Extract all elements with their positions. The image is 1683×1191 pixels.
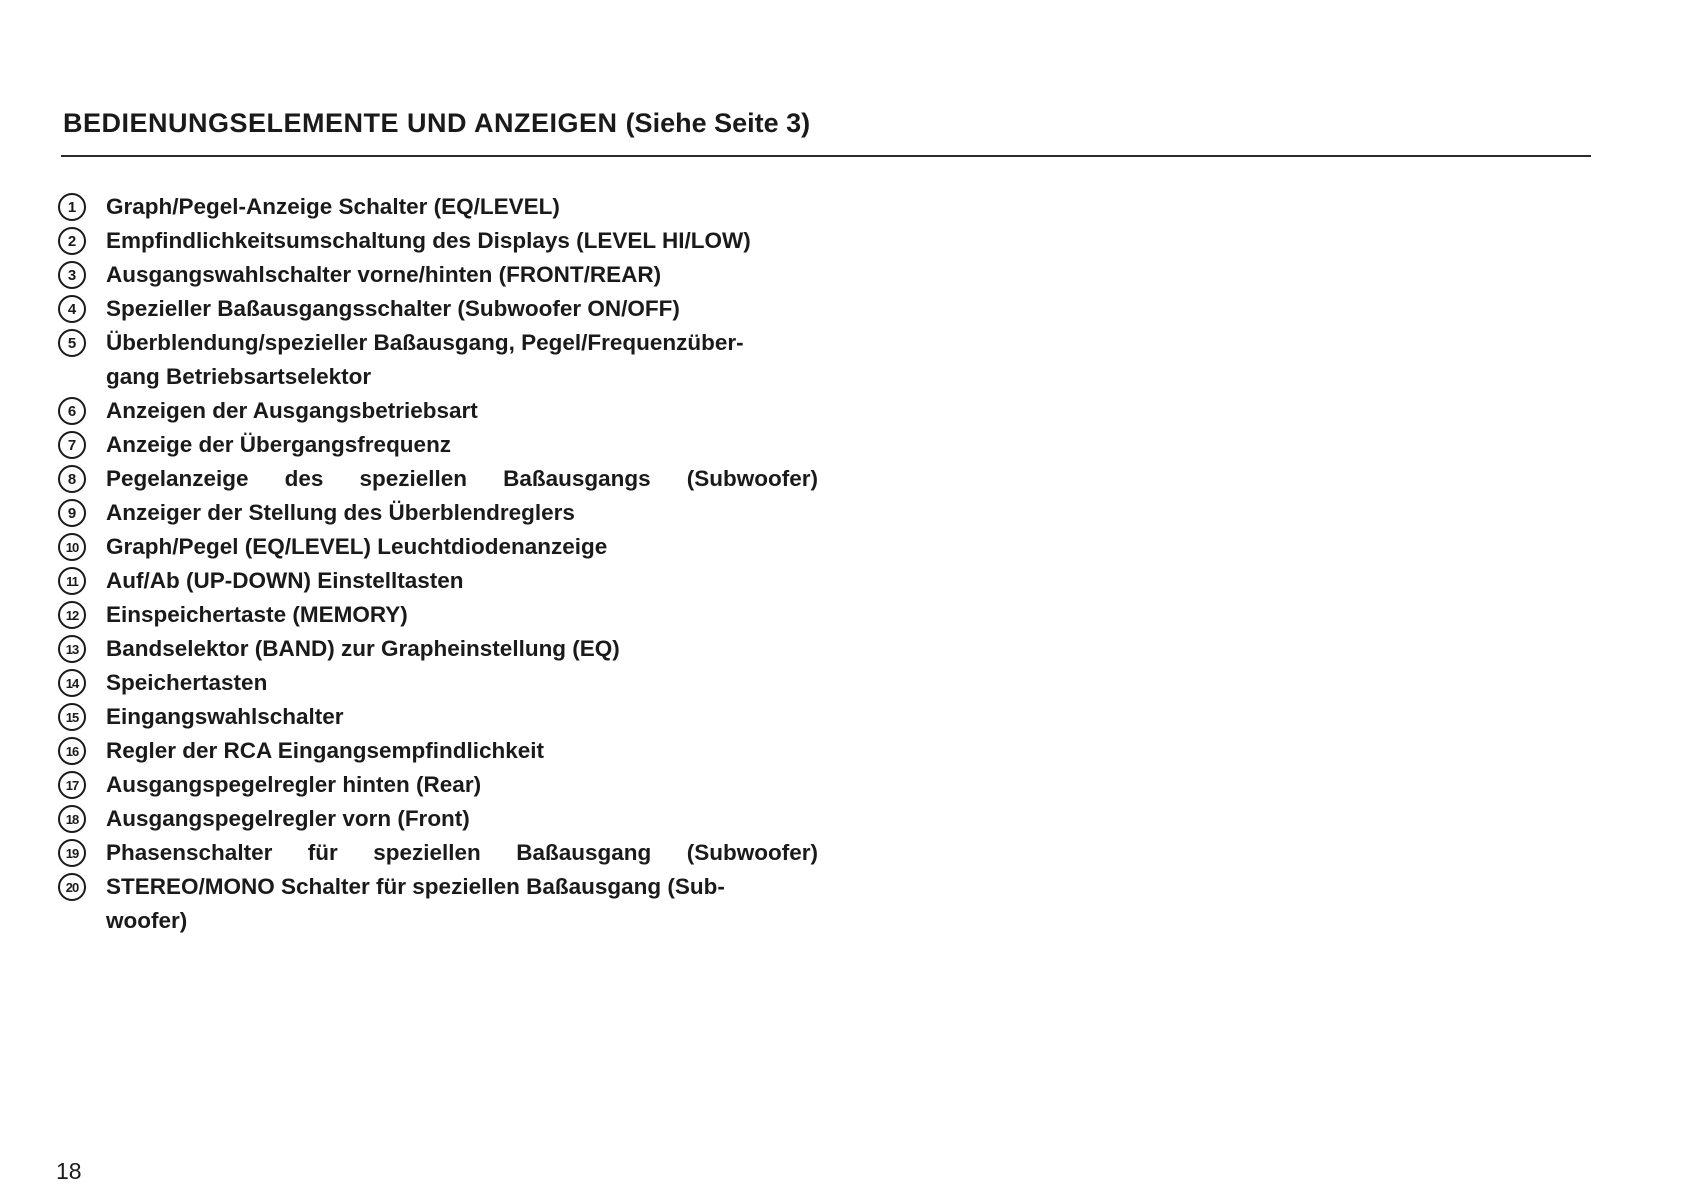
item-text: Graph/Pegel-Anzeige Schalter (EQ/LEVEL) — [106, 194, 560, 219]
list-item — [58, 870, 818, 938]
controls-list — [58, 190, 818, 938]
list-item — [58, 632, 818, 666]
list-item — [58, 734, 818, 768]
item-number-badge: 11 — [58, 567, 86, 595]
item-number-badge: 1 — [58, 193, 86, 221]
list-item — [58, 190, 818, 224]
item-number-badge: 18 — [58, 805, 86, 833]
item-text: Regler der RCA Eingangsempfindlichkeit — [106, 738, 544, 763]
item-text: Speichertasten — [106, 670, 268, 695]
item-number-badge: 19 — [58, 839, 86, 867]
list-item — [58, 564, 818, 598]
item-text: Ausgangspegelregler vorn (Front) — [106, 806, 470, 831]
item-number-badge: 15 — [58, 703, 86, 731]
item-text: Bandselektor (BAND) zur Grapheinstellung (EQ) — [106, 636, 620, 661]
list-item — [58, 598, 818, 632]
list-item — [58, 428, 818, 462]
item-text: Ausgangspegelregler hinten (Rear) — [106, 772, 482, 797]
item-number-badge: 3 — [58, 261, 86, 289]
item-text: Anzeigen der Ausgangsbetriebsart — [106, 398, 478, 423]
item-text-continuation: woofer) — [106, 908, 188, 933]
item-number-badge: 2 — [58, 227, 86, 255]
list-item — [58, 700, 818, 734]
item-number-badge: 20 — [58, 873, 86, 901]
list-item — [58, 462, 818, 496]
item-text: Ausgangswahlschalter vorne/hinten (FRONT/REAR) — [106, 262, 662, 287]
section-heading: BEDIENUNGSELEMENTE UND ANZEIGEN — [63, 108, 618, 138]
item-text: Anzeige der Übergangsfrequenz — [106, 432, 452, 457]
item-number-badge: 8 — [58, 465, 86, 493]
item-number-badge: 12 — [58, 601, 86, 629]
item-number-badge: 16 — [58, 737, 86, 765]
item-text: Phasenschalter für speziellen Baßausgang (Subwoofer) — [106, 840, 818, 865]
list-item — [58, 802, 818, 836]
item-number-badge: 14 — [58, 669, 86, 697]
item-number-badge: 4 — [58, 295, 86, 323]
item-text: Anzeiger der Stellung des Überblendreglers — [106, 500, 575, 525]
item-text: Graph/Pegel (EQ/LEVEL) Leuchtdiodenanzeige — [106, 534, 608, 559]
item-text: Überblendung/spezieller Baßausgang, Pegel/Frequenzüber- — [106, 330, 744, 355]
item-text: Einspeichertaste (MEMORY) — [106, 602, 408, 627]
item-number-badge: 5 — [58, 329, 86, 357]
list-item — [58, 496, 818, 530]
page-number: 18 — [56, 1158, 82, 1184]
list-item — [58, 224, 818, 258]
item-text-wrapped — [106, 870, 806, 938]
item-text-continuation: gang Betriebsartselektor — [106, 364, 372, 389]
list-item — [58, 326, 818, 394]
item-number-badge: 6 — [58, 397, 86, 425]
item-text-wrapped — [106, 326, 806, 394]
item-text: STEREO/MONO Schalter für speziellen Baßausgang (Sub- — [106, 874, 725, 899]
item-text: Eingangswahlschalter — [106, 704, 344, 729]
list-item — [58, 530, 818, 564]
list-item — [58, 666, 818, 700]
item-text: Pegelanzeige des speziellen Baßausgangs (Subwoofer) — [106, 466, 818, 491]
list-item — [58, 258, 818, 292]
list-item — [58, 394, 818, 428]
list-item — [58, 292, 818, 326]
item-number-badge: 10 — [58, 533, 86, 561]
page-title — [63, 108, 810, 139]
list-item — [58, 836, 818, 870]
page-reference-note: (Siehe Seite 3) — [625, 108, 811, 138]
item-number-badge: 17 — [58, 771, 86, 799]
item-text: Auf/Ab (UP-DOWN) Einstelltasten — [106, 568, 464, 593]
item-number-badge: 13 — [58, 635, 86, 663]
item-number-badge: 9 — [58, 499, 86, 527]
item-text: Spezieller Baßausgangsschalter (Subwoofer ON/OFF) — [106, 296, 680, 321]
item-text: Empfindlichkeitsumschaltung des Displays (LEVEL HI/LOW) — [106, 228, 751, 253]
title-divider — [61, 155, 1591, 157]
item-number-badge: 7 — [58, 431, 86, 459]
list-item — [58, 768, 818, 802]
